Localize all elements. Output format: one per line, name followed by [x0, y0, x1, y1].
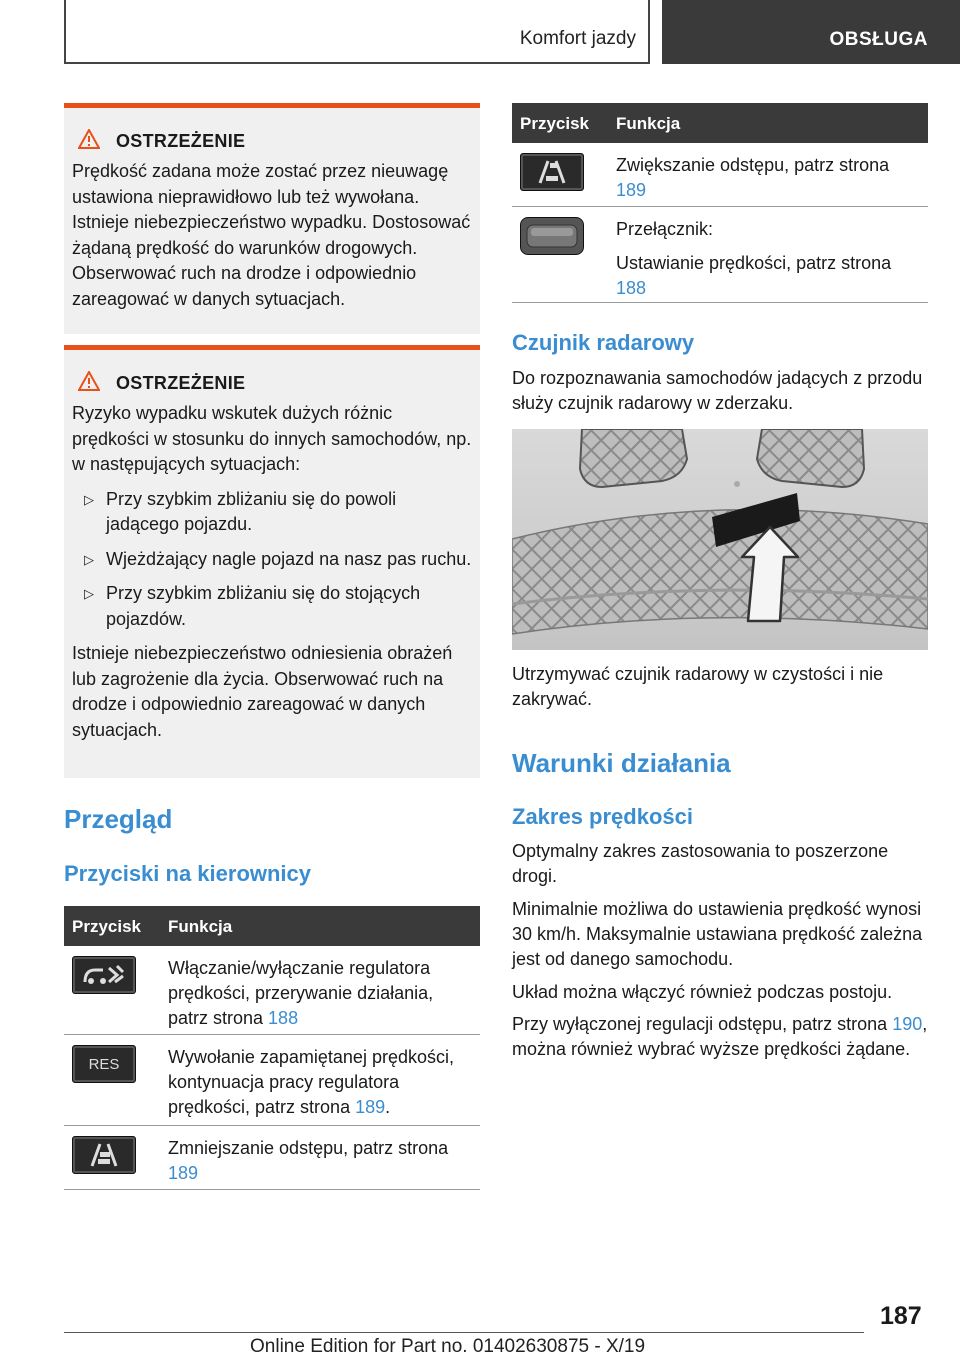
- page-link[interactable]: 189: [168, 1163, 199, 1183]
- conditions-paragraph: Minimalnie możliwa do ustawienia prędkość wynosi 30 km/h. Maksymalnie ustawiana prędkość zależna jest od danego samochodu.: [512, 899, 923, 969]
- table-header: [64, 906, 480, 946]
- radar-text: Do rozpoznawania samochodów jadących z przodu służy czujnik radarowy w zderzaku.: [512, 368, 923, 413]
- page-link[interactable]: 188: [268, 1008, 299, 1028]
- conditions-paragraph: Optymalny zakres zastosowania to poszerzone drogi.: [512, 841, 889, 886]
- row-description: Zmniejszanie odstępu, patrz strona 189: [168, 1138, 449, 1183]
- buttons-table-right: [512, 103, 928, 303]
- warning-triangle-icon: [72, 129, 116, 154]
- rocker-switch-icon: [520, 217, 584, 255]
- page-link[interactable]: 190: [892, 1014, 923, 1034]
- table-row: [64, 946, 480, 1035]
- column-header-function: Funkcja: [168, 917, 233, 936]
- radar-sensor-image: [512, 429, 928, 650]
- cruise-control-icon: [72, 956, 136, 994]
- warning-outro: Istnieje niebezpieczeństwo odniesienia obrażeń lub zagrożenie dla życia. Obserwować ruch na drodze i odpowiednio zareagować w danych sytuacjach.: [72, 643, 453, 740]
- res-button-icon: RES: [72, 1045, 136, 1083]
- row-description: Przełącznik: Ustawianie prędkości, patrz strona 188: [616, 219, 892, 298]
- column-header-button: Przycisk: [72, 917, 141, 936]
- header-rule-bottom: [64, 62, 649, 64]
- warning-box-2: [64, 345, 480, 778]
- row-description: Włączanie/wyłączanie regulatora prędkości, przerywanie działania, patrz strona 188: [168, 958, 434, 1028]
- speed-range-heading: Zakres prędkości: [512, 804, 693, 829]
- table-row: [512, 207, 928, 303]
- header-rule-separator: [648, 0, 650, 64]
- radar-caption: Utrzymywać czujnik radarowy w czystości i nie zakrywać.: [512, 664, 884, 709]
- header-section-title: Komfort jazdy: [519, 28, 636, 49]
- list-item: ▷ Wjeżdżający nagle pojazd na nasz pas ruchu.: [72, 547, 472, 573]
- table-row: [512, 143, 928, 207]
- row-description: Wywołanie zapamiętanej prędkości, kontynuacja pracy regulatora prędkości, patrz strona 189.: [168, 1047, 454, 1117]
- header-chapter-label: OBSŁUGA: [829, 29, 928, 50]
- conditions-paragraph: Układ można włączyć również podczas postoju.: [512, 982, 893, 1002]
- conditions-paragraph: Przy wyłączonej regulacji odstępu, patrz strona 190, można również wybrać wyższe prędkości żądane.: [512, 1014, 928, 1059]
- buttons-table-left: [64, 906, 480, 1190]
- warning-title: OSTRZEŻENIE: [116, 372, 246, 393]
- footer-edition: Online Edition for Part no. 01402630875 - X/19: [250, 1336, 646, 1357]
- header-chapter-tab: [662, 0, 960, 64]
- table-header: [512, 103, 928, 143]
- page-link[interactable]: 189: [355, 1097, 386, 1117]
- table-row: [64, 1035, 480, 1126]
- list-item: ▷ Przy szybkim zbliżaniu się do stojących pojazdów.: [72, 581, 472, 632]
- page-link[interactable]: 189: [616, 180, 647, 200]
- column-header-button: Przycisk: [520, 114, 589, 133]
- page-link[interactable]: 188: [616, 278, 647, 298]
- table-row: [64, 1126, 480, 1190]
- distance-increase-icon: [520, 153, 584, 191]
- warning-text: Prędkość zadana może zostać przez nieuwagę ustawiona nieprawidłowo lub też wywołana. Istnieje niebezpieczeństwo wypadku. Dostosować żądaną prędkość do warunków drogowych. Obserwować ruch na drodze i odpowiednio zareagować w danych sytuacjach.: [72, 161, 471, 309]
- conditions-heading: Warunki działania: [512, 748, 731, 778]
- distance-decrease-icon: [72, 1136, 136, 1174]
- warning-intro: Ryzyko wypadku wskutek dużych różnic prędkości w stosunku do innych samochodów, np. w następujących sytuacjach:: [72, 403, 472, 474]
- column-header-function: Funkcja: [616, 114, 681, 133]
- page-number: 187: [880, 1302, 922, 1330]
- warning-triangle-icon: [72, 371, 116, 396]
- radar-heading: Czujnik radarowy: [512, 330, 695, 355]
- warning-title: OSTRZEŻENIE: [116, 130, 246, 151]
- header-rule-left: [64, 0, 66, 64]
- row-description: Zwiększanie odstępu, patrz strona 189: [616, 155, 890, 200]
- footer-rule: [64, 1332, 864, 1333]
- overview-heading: Przegląd: [64, 804, 173, 834]
- list-item: ▷ Przy szybkim zbliżaniu się do powoli jadącego pojazdu.: [72, 487, 472, 538]
- warning-list: [72, 487, 472, 633]
- warning-box-1: [64, 103, 480, 334]
- overview-subheading: Przyciski na kierownicy: [64, 861, 312, 886]
